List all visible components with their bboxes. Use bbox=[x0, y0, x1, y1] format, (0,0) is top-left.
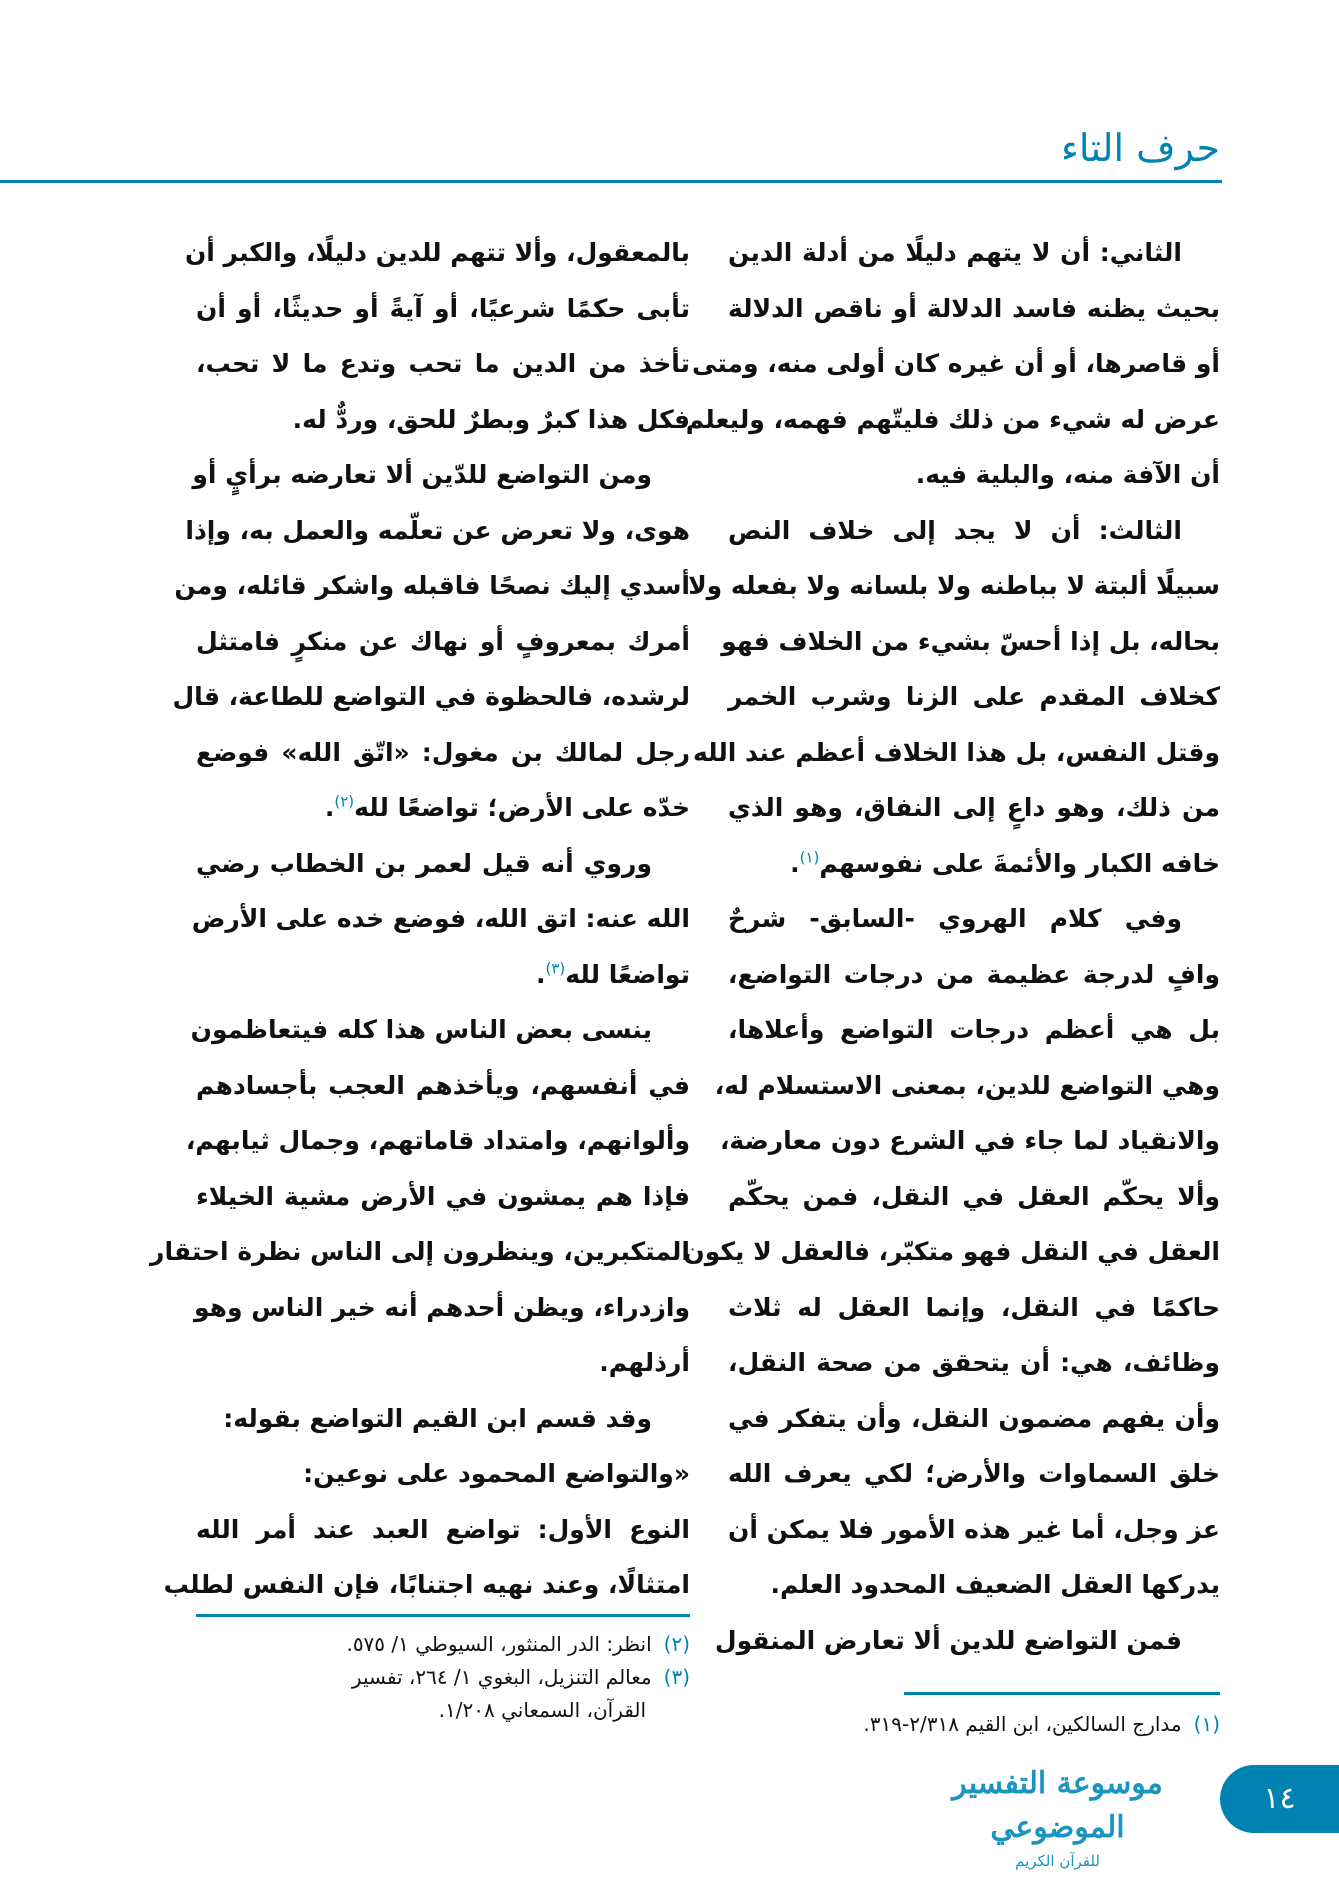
text-line bbox=[174, 558, 690, 614]
text-line bbox=[196, 281, 690, 337]
line-text: العقل في النقل فهو متكبّر، فالعقل لا يكون bbox=[683, 1237, 1220, 1266]
text-line bbox=[719, 1113, 1220, 1169]
line-text: سبيلًا ألبتة لا بباطنه ولا بلسانه ولا بفعله ولا bbox=[688, 571, 1220, 600]
line-text: الله عنه: اتق الله، فوضع خده على الأرض bbox=[191, 904, 690, 933]
header-divider bbox=[0, 180, 1222, 183]
line-text: بل هي أعظم درجات التواضع وأعلاها، bbox=[728, 1015, 1220, 1044]
line-text: أسدي إليك نصحًا فاقبله واشكر قائله، ومن bbox=[174, 571, 690, 600]
footnote-text: مدارج السالكين، ابن القيم ٢/٣١٨-٣١٩. bbox=[863, 1712, 1182, 1736]
line-text: أرذلهم. bbox=[599, 1348, 690, 1377]
text-line bbox=[728, 447, 1220, 503]
text-line bbox=[692, 725, 1220, 781]
text-line bbox=[196, 725, 690, 781]
text-line bbox=[728, 1002, 1220, 1058]
text-line bbox=[728, 891, 1220, 947]
text-line bbox=[163, 1557, 690, 1613]
footnote-divider bbox=[196, 1614, 690, 1617]
text-line bbox=[728, 947, 1220, 1003]
text-line bbox=[196, 614, 690, 670]
footnote-reference[interactable]: (٢) bbox=[334, 792, 355, 811]
line-text: المتكبرين، وينظرون إلى الناس نظرة احتقار bbox=[150, 1237, 690, 1266]
line-text: «والتواضع المحمود على نوعين: bbox=[303, 1459, 690, 1488]
text-line bbox=[688, 558, 1220, 614]
text-line bbox=[196, 1335, 690, 1391]
footnote-number: (٢) bbox=[663, 1632, 690, 1656]
text-line bbox=[728, 836, 1220, 892]
line-text: تأبى حكمًا شرعيًا، أو آيةً أو حديثًا، أو أن bbox=[196, 293, 690, 323]
text-line bbox=[150, 1224, 690, 1280]
footnote-text-continued: القرآن، السمعاني ١/٢٠٨. bbox=[438, 1698, 646, 1722]
line-text: الثالث: أن لا يجد إلى خلاف النص bbox=[728, 515, 1182, 545]
line-text: وألا يحكّم العقل في النقل، فمن يحكّم bbox=[728, 1181, 1220, 1211]
line-text: لرشده، فالحظوة في التواضع للطاعة، قال bbox=[172, 682, 690, 711]
line-text: يدركها العقل الضعيف المحدود العلم. bbox=[770, 1570, 1220, 1599]
text-line bbox=[196, 947, 690, 1003]
text-line bbox=[714, 1613, 1220, 1669]
text-line bbox=[196, 336, 690, 392]
text-line bbox=[196, 1169, 690, 1225]
text-line bbox=[692, 336, 1220, 392]
line-text: وازدراء، ويظن أحدهم أنه خير الناس وهو bbox=[193, 1292, 690, 1322]
line-text: وهي التواضع للدين، بمعنى الاستسلام له، bbox=[714, 1070, 1220, 1100]
line-text: أمرك بمعروفٍ أو نهاك عن منكرٍ فامتثل bbox=[196, 626, 690, 656]
line-text: في أنفسهم، ويأخذهم العجب بأجسادهم bbox=[196, 1070, 690, 1100]
footnote-number: (١) bbox=[1193, 1712, 1220, 1736]
logo-title: موسوعة التفسير الموضوعي bbox=[952, 1766, 1163, 1845]
text-line bbox=[192, 447, 690, 503]
left-text-column bbox=[150, 225, 690, 1613]
page-number: ١٤ bbox=[1220, 1765, 1339, 1833]
line-text: ومن التواضع للدّين ألا تعارضه برأيٍ أو bbox=[192, 460, 652, 489]
text-line bbox=[728, 1446, 1220, 1502]
line-text: امتثالًا، وعند نهيه اجتنابًا، فإن النفس لطلب bbox=[163, 1570, 690, 1599]
line-text: فإذا هم يمشون في الأرض مشية الخيلاء bbox=[196, 1181, 690, 1211]
text-line bbox=[728, 1502, 1220, 1558]
footnote bbox=[196, 1628, 690, 1661]
footnote-number: (٣) bbox=[663, 1665, 690, 1689]
line-punctuation: . bbox=[324, 793, 335, 822]
line-text: أن الآفة منه، والبلية فيه. bbox=[915, 460, 1220, 489]
text-line bbox=[728, 669, 1220, 725]
text-line bbox=[728, 780, 1220, 836]
text-line bbox=[190, 1002, 690, 1058]
line-text: وافٍ لدرجة عظيمة من درجات التواضع، bbox=[728, 959, 1220, 989]
line-text: والانقياد لما جاء في الشرع دون معارضة، bbox=[719, 1126, 1220, 1155]
text-line bbox=[196, 392, 690, 448]
text-line bbox=[728, 503, 1220, 559]
line-text: بحيث يظنه فاسد الدلالة أو ناقص الدلالة bbox=[728, 293, 1220, 323]
line-text: وألوانهم، وامتداد قاماتهم، وجمال ثيابهم، bbox=[185, 1126, 690, 1155]
line-text: رجل لمالك بن مغول: «اتّق الله» فوضع bbox=[196, 737, 690, 767]
line-text: خلق السماوات والأرض؛ لكي يعرف الله bbox=[728, 1459, 1220, 1488]
line-text: فكل هذا كبرٌ وبطرٌ للحق، وردٌّ له. bbox=[292, 404, 690, 434]
footnote-reference[interactable]: (١) bbox=[799, 848, 820, 867]
text-line bbox=[196, 780, 690, 836]
footnote bbox=[728, 1708, 1220, 1741]
line-text: كخلاف المقدم على الزنا وشرب الخمر bbox=[728, 682, 1220, 711]
line-text: ينسى بعض الناس هذا كله فيتعاظمون bbox=[190, 1015, 652, 1044]
footnote-text: انظر: الدر المنثور، السيوطي ١/ ٥٧٥. bbox=[346, 1632, 652, 1656]
text-line bbox=[185, 503, 690, 559]
line-text: بالمعقول، وألا تتهم للدين دليلًا، والكبر أن bbox=[184, 238, 690, 267]
line-text: وقد قسم ابن القيم التواضع بقوله: bbox=[223, 1403, 652, 1433]
footnote-text: معالم التنزيل، البغوي ١/ ٢٦٤، تفسير bbox=[351, 1665, 652, 1689]
line-text: تأخذ من الدين ما تحب وتدع ما لا تحب، bbox=[196, 349, 690, 378]
logo-subtitle: للقرآن الكريم bbox=[1015, 1852, 1100, 1870]
line-text: أو قاصرها، أو أن غيره كان أولى منه، ومتى bbox=[692, 349, 1220, 378]
text-line bbox=[196, 1391, 690, 1447]
line-text: خافه الكبار والأئمةَ على نفوسهم bbox=[819, 848, 1220, 878]
chapter-title: حرف التاء bbox=[1061, 126, 1220, 170]
footnote-divider bbox=[904, 1692, 1220, 1695]
text-line bbox=[685, 392, 1220, 448]
right-text-column bbox=[683, 225, 1220, 1668]
text-line bbox=[728, 1169, 1220, 1225]
text-line bbox=[196, 1446, 690, 1502]
text-line bbox=[728, 281, 1220, 337]
text-line bbox=[196, 1502, 690, 1558]
encyclopedia-logo bbox=[930, 1762, 1185, 1870]
line-text: تواضعًا لله bbox=[565, 959, 690, 989]
footnote-reference[interactable]: (٣) bbox=[545, 959, 566, 978]
text-line bbox=[196, 1058, 690, 1114]
footnotes-right bbox=[728, 1708, 1220, 1741]
footnotes-left bbox=[196, 1628, 690, 1727]
text-line bbox=[721, 614, 1220, 670]
text-line bbox=[683, 1224, 1220, 1280]
text-line bbox=[191, 891, 690, 947]
line-punctuation: . bbox=[790, 848, 800, 878]
text-line bbox=[728, 1335, 1220, 1391]
text-line bbox=[728, 1280, 1220, 1336]
text-line bbox=[728, 1391, 1220, 1447]
text-line bbox=[185, 1113, 690, 1169]
line-text: النوع الأول: تواضع العبد عند أمر الله bbox=[196, 1514, 690, 1544]
line-text: من ذلك، وهو داعٍ إلى النفاق، وهو الذي bbox=[728, 793, 1220, 822]
line-text: هوى، ولا تعرض عن تعلّمه والعمل به، وإذا bbox=[185, 515, 690, 545]
text-line bbox=[728, 225, 1220, 281]
line-text: وقتل النفس، بل هذا الخلاف أعظم عند الله bbox=[692, 737, 1220, 767]
line-punctuation: . bbox=[535, 959, 546, 989]
footnote bbox=[196, 1661, 690, 1727]
line-text: وأن يفهم مضمون النقل، وأن يتفكر في bbox=[728, 1403, 1220, 1433]
line-text: الثاني: أن لا يتهم دليلًا من أدلة الدين bbox=[728, 238, 1182, 267]
text-line bbox=[714, 1058, 1220, 1114]
text-line bbox=[172, 669, 690, 725]
text-line bbox=[193, 1280, 690, 1336]
line-text: فمن التواضع للدين ألا تعارض المنقول bbox=[714, 1625, 1182, 1655]
text-line bbox=[196, 836, 690, 892]
line-text: بحاله، بل إذا أحسّ بشيء من الخلاف فهو bbox=[721, 626, 1220, 656]
text-line bbox=[184, 225, 690, 281]
line-text: عز وجل، أما غير هذه الأمور فلا يمكن أن bbox=[728, 1514, 1220, 1544]
text-line bbox=[728, 1557, 1220, 1613]
line-text: عرض له شيء من ذلك فليتّهم فهمه، وليعلم bbox=[685, 404, 1220, 434]
line-text: وفي كلام الهروي -السابق- شرحٌ bbox=[728, 904, 1182, 933]
line-text: وروي أنه قيل لعمر بن الخطاب رضي bbox=[196, 848, 652, 878]
line-text: حاكمًا في النقل، وإنما العقل له ثلاث bbox=[728, 1292, 1220, 1322]
line-text: وظائف، هي: أن يتحقق من صحة النقل، bbox=[728, 1348, 1220, 1377]
line-text: خدّه على الأرض؛ تواضعًا لله bbox=[354, 793, 690, 822]
